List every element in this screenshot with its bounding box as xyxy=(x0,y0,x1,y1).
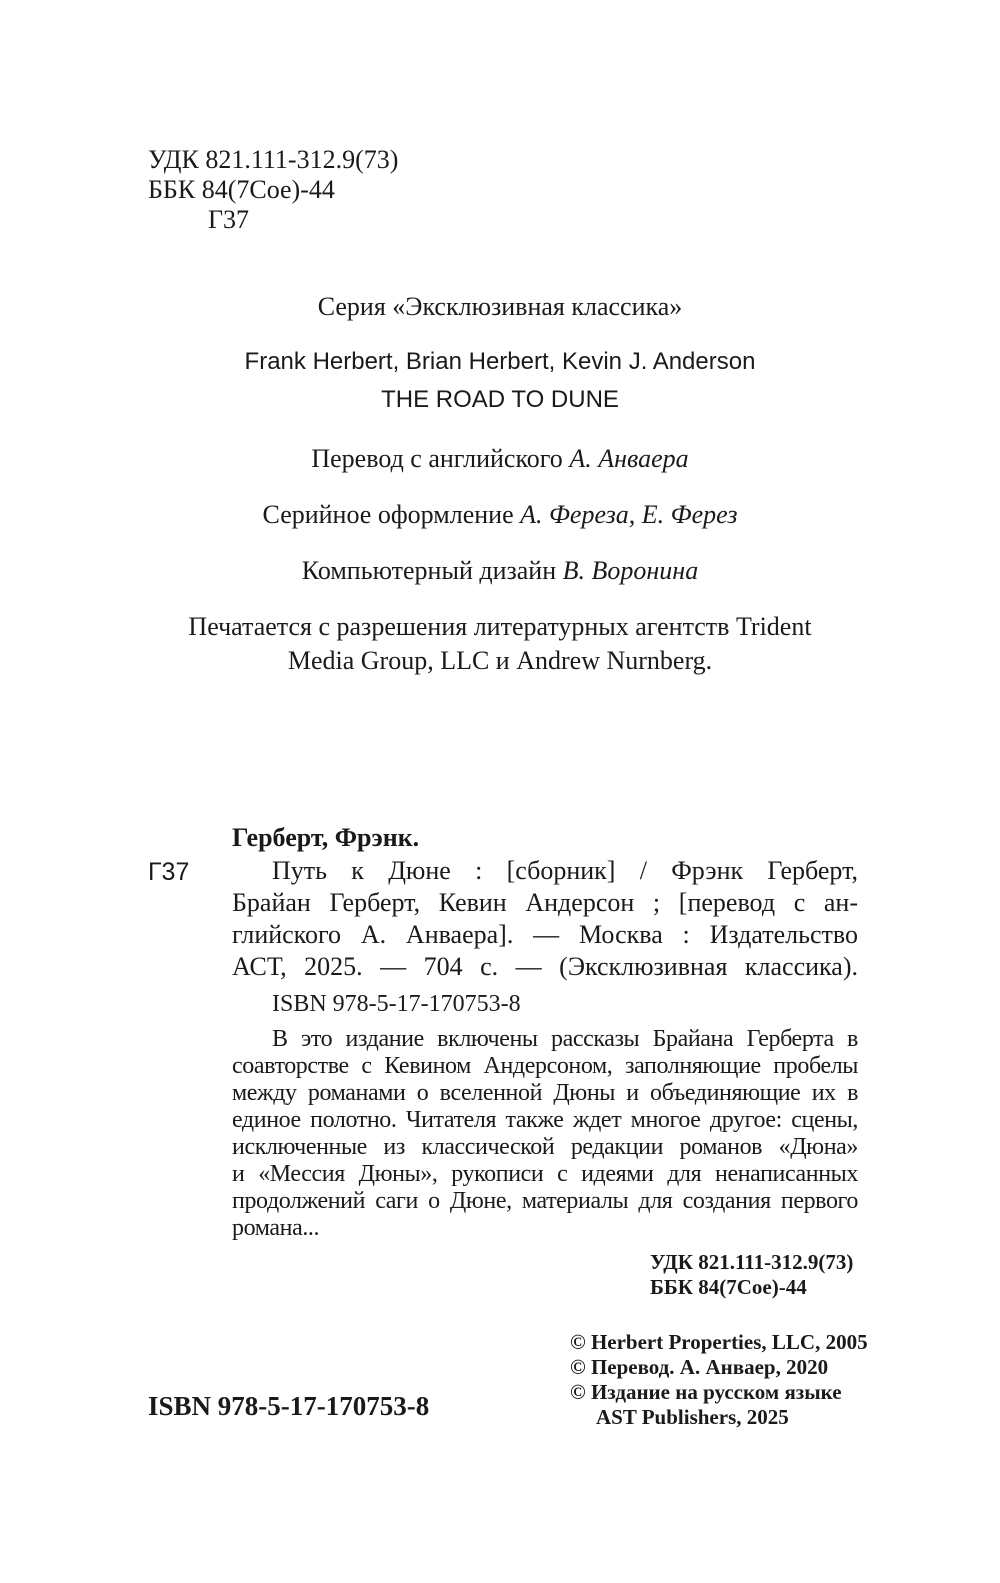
annotation-line-5: исключенные из классической редакции романов «Дюна» xyxy=(232,1134,858,1160)
designer-names: А. Фереза, Е. Ферез xyxy=(520,500,738,529)
catalog-description-line-4: АСТ, 2025. — 704 с. — (Эксклюзивная классика). xyxy=(232,952,858,981)
annotation-line-6: и «Мессия Дюны», рукописи с идеями для ненаписанных xyxy=(232,1161,858,1187)
annotation-line-2: соавторстве с Кевином Андерсоном, заполняющие пробелы xyxy=(232,1053,858,1079)
original-authors: Frank Herbert, Brian Herbert, Kevin J. Anderson xyxy=(244,348,756,375)
series-line: Серия «Эксклюзивная классика» xyxy=(317,292,683,321)
computer-design-credit xyxy=(0,556,1000,586)
copyright-line-4: AST Publishers, 2025 xyxy=(596,1405,789,1429)
permission-line-1: Печатается с разрешения литературных агентств Trident xyxy=(188,612,812,641)
annotation-line-8: романа... xyxy=(232,1215,320,1241)
catalog-udk: УДК 821.111-312.9(73) xyxy=(650,1250,854,1274)
copyright-line-3: © Издание на русском языке xyxy=(570,1380,842,1404)
annotation-line-7: продолжений саги о Дюне, материалы для создания первого xyxy=(232,1188,858,1214)
bbk-code: ББК 84(7Сое)-44 xyxy=(148,175,335,204)
translation-label: Перевод с английского xyxy=(311,444,563,473)
original-title: THE ROAD TO DUNE xyxy=(381,386,619,413)
udk-code: УДК 821.111-312.9(73) xyxy=(148,145,399,174)
catalog-bbk: ББК 84(7Сое)-44 xyxy=(650,1275,807,1299)
computer-design-label: Компьютерный дизайн xyxy=(301,556,557,585)
annotation-line-4: единое полотно. Читателя также ждет многое другое: сцены, xyxy=(232,1107,858,1133)
translator-name: А. Анваера xyxy=(569,444,689,473)
permission-line-2: Media Group, LLC и Andrew Nurnberg. xyxy=(287,646,713,675)
design-label: Серийное оформление xyxy=(262,500,514,529)
catalog-isbn: ISBN 978-5-17-170753-8 xyxy=(272,991,521,1017)
translation-credit xyxy=(0,444,1000,474)
computer-designer-name: В. Воронина xyxy=(562,556,699,585)
copyright-line-1: © Herbert Properties, LLC, 2005 xyxy=(570,1330,868,1354)
copyright-line-2: © Перевод. А. Анваер, 2020 xyxy=(570,1355,829,1379)
catalog-description-line-1: Путь к Дюне : [сборник] / Фрэнк Герберт, xyxy=(272,856,858,885)
catalog-mark: Г37 xyxy=(148,858,190,886)
annotation-line-1: В это издание включены рассказы Брайана Герберта в xyxy=(272,1026,858,1052)
annotation-line-3: между романами о вселенной Дюны и объединяющие их в xyxy=(232,1080,858,1106)
author-mark: Г37 xyxy=(208,205,250,234)
bottom-isbn: ISBN 978-5-17-170753-8 xyxy=(148,1391,430,1421)
catalog-description-line-2: Брайан Герберт, Кевин Андерсон ; [перевод с ан- xyxy=(232,888,858,917)
catalog-description-line-3: глийского А. Анваера]. — Москва : Издательство xyxy=(232,920,858,949)
design-credit xyxy=(0,500,1000,530)
catalog-author-heading: Герберт, Фрэнк. xyxy=(232,823,420,852)
